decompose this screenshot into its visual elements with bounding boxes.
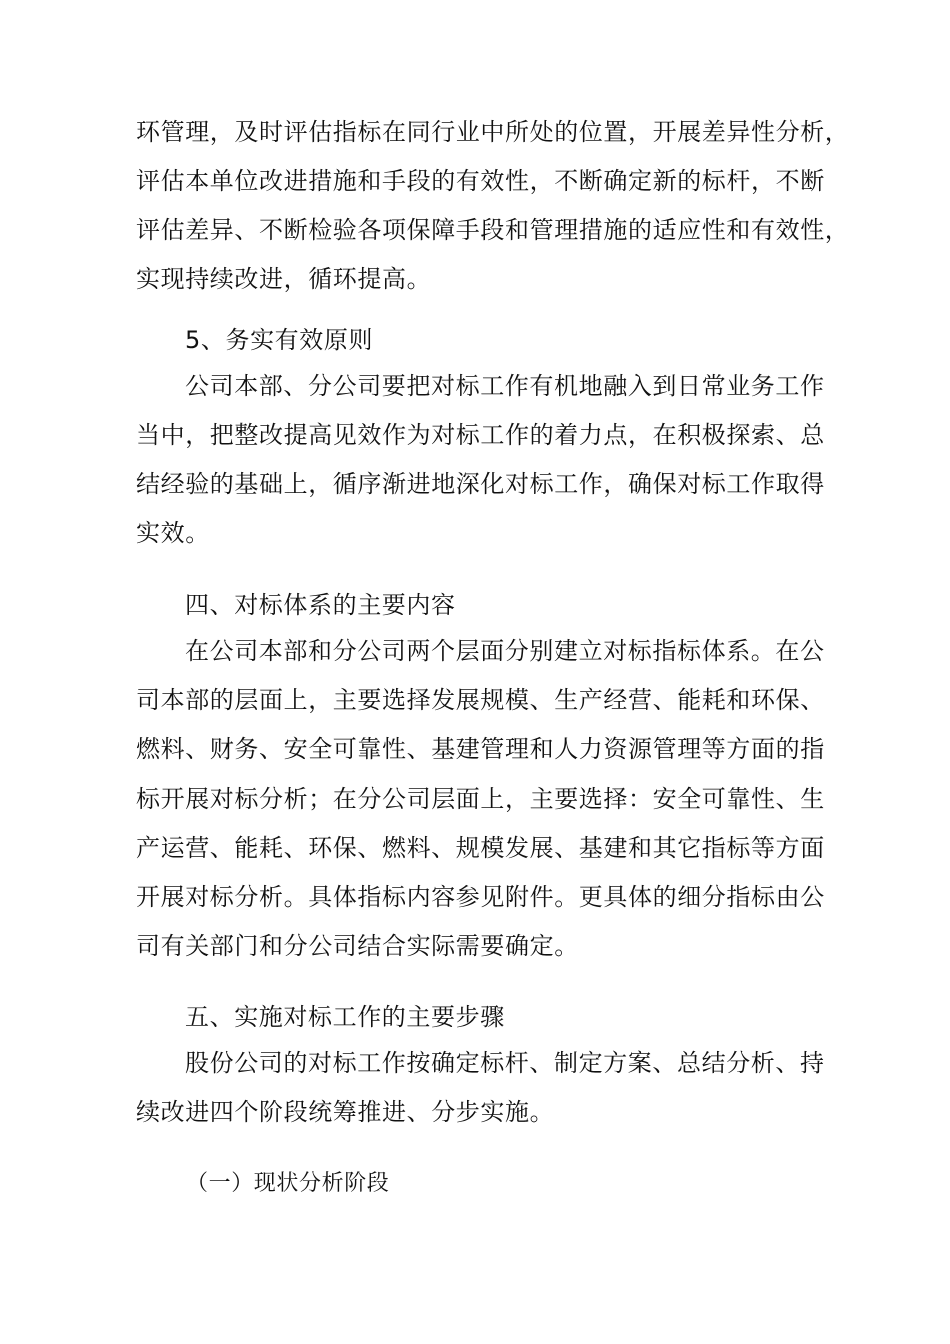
paragraph-line: 司有关部门和分公司结合实际需要确定。 xyxy=(136,932,579,960)
paragraph-line: 燃料、财务、安全可靠性、基建管理和人力资源管理等方面的指 xyxy=(136,735,825,763)
paragraph-line: 评估本单位改进措施和手段的有效性，不断确定新的标杆，不断 xyxy=(136,167,825,195)
section-heading: 五、实施对标工作的主要步骤 xyxy=(185,1003,505,1031)
paragraph-line: 结经验的基础上，循序渐进地深化对标工作，确保对标工作取得 xyxy=(136,470,825,498)
paragraph-line: 评估差异、不断检验各项保障手段和管理措施的适应性和有效性， xyxy=(136,216,850,244)
paragraph-line: 实效。 xyxy=(136,519,210,547)
paragraph-line: 司本部的层面上，主要选择发展规模、生产经营、能耗和环保、 xyxy=(136,686,825,714)
paragraph-line: 股份公司的对标工作按确定标杆、制定方案、总结分析、持 xyxy=(185,1049,825,1077)
section-heading: 5、务实有效原则 xyxy=(185,326,374,354)
paragraph-line: 实现持续改进，循环提高。 xyxy=(136,265,432,293)
paragraph-line: 续改进四个阶段统筹推进、分步实施。 xyxy=(136,1098,555,1126)
subsection-heading: （一）现状分析阶段 xyxy=(186,1171,390,1196)
section-heading: 四、对标体系的主要内容 xyxy=(185,591,456,619)
paragraph-line: 当中，把整改提高见效作为对标工作的着力点，在积极探索、总 xyxy=(136,421,825,449)
paragraph-line: 标开展对标分析；在分公司层面上，主要选择：安全可靠性、生 xyxy=(136,785,825,813)
paragraph-line: 公司本部、分公司要把对标工作有机地融入到日常业务工作 xyxy=(185,372,825,400)
paragraph-line: 开展对标分析。具体指标内容参见附件。更具体的细分指标由公 xyxy=(136,883,825,911)
paragraph-line: 环管理，及时评估指标在同行业中所处的位置，开展差异性分析， xyxy=(136,118,850,146)
paragraph-line: 产运营、能耗、环保、燃料、规模发展、基建和其它指标等方面 xyxy=(136,834,825,862)
paragraph-line: 在公司本部和分公司两个层面分别建立对标指标体系。在公 xyxy=(185,637,825,665)
